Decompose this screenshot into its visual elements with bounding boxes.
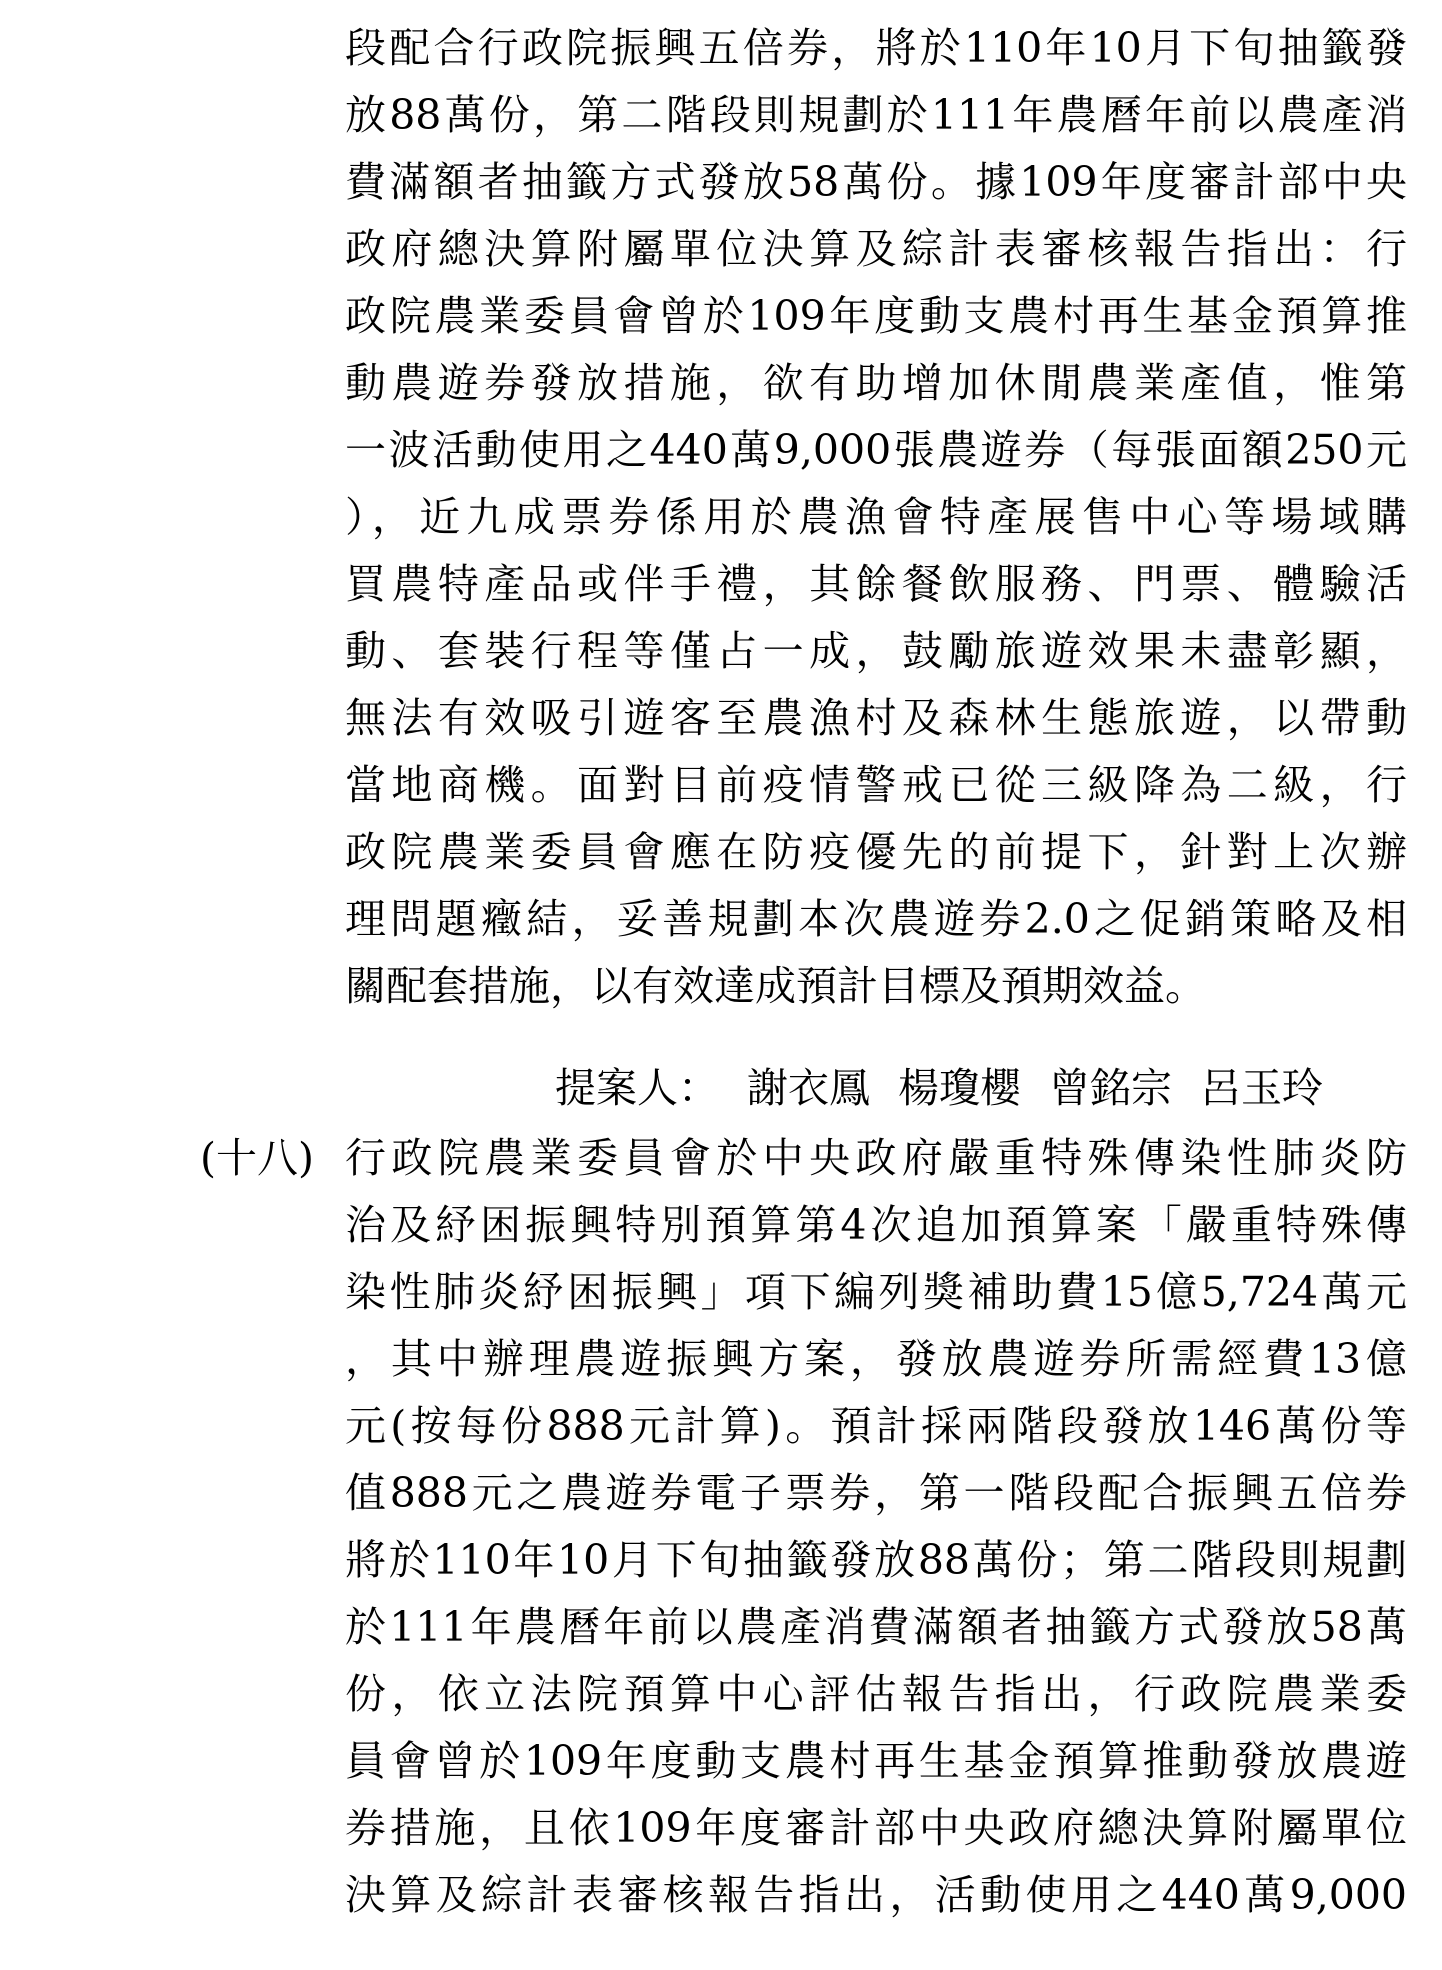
item-first-line — [200, 1125, 1407, 1191]
proposer-name: 呂玉玲 — [1200, 1064, 1323, 1112]
text-line: 動農遊券發放措施，欲有助增加休閒農業產值，惟第 — [345, 359, 1407, 407]
text-line: 買農特產品或伴手禮，其餘餐飲服務、門票、體驗活 — [345, 560, 1407, 608]
proposer-name: 謝衣鳳 — [747, 1064, 870, 1112]
text-line: 政院農業委員會應在防疫優先的前提下，針對上次辦 — [345, 828, 1407, 876]
text-line: 費滿額者抽籤方式發放58萬份。據109年度審計部中央 — [345, 158, 1407, 206]
text-line: 將於110年10月下旬抽籤發放88萬份；第二階段則規劃 — [345, 1536, 1407, 1584]
proposers-line — [555, 1055, 1407, 1121]
proposer-label: 提案人： — [555, 1064, 719, 1112]
text-line: 動、套裝行程等僅占一成，鼓勵旅遊效果未盡彰顯， — [345, 627, 1407, 675]
text-line: ，其中辦理農遊振興方案，發放農遊券所需經費13億 — [345, 1335, 1407, 1383]
text-line: 券措施，且依109年度審計部中央政府總決算附屬單位 — [345, 1804, 1407, 1852]
text-line: 關配套措施，以有效達成預計目標及預期效益。 — [345, 962, 1206, 1010]
text-line: 一波活動使用之440萬9,000張農遊券（每張面額250元 — [345, 426, 1407, 474]
text-line: 值888元之農遊券電子票券，第一階段配合振興五倍券 — [345, 1469, 1407, 1517]
text-line: 元(按每份888元計算)。預計採兩階段發放146萬份等 — [345, 1402, 1407, 1450]
text-line: 理問題癥結，妥善規劃本次農遊券2.0之促銷策略及相 — [345, 895, 1407, 943]
proposer-name: 楊瓊櫻 — [898, 1064, 1021, 1112]
item-number: (十八) — [200, 1134, 314, 1182]
text-line: 於111年農曆年前以農產消費滿額者抽籤方式發放58萬 — [345, 1603, 1407, 1651]
text-line: 無法有效吸引遊客至農漁村及森林生態旅遊，以帶動 — [345, 694, 1407, 742]
text-line: 份，依立法院預算中心評估報告指出，行政院農業委 — [345, 1670, 1407, 1718]
text-line: ），近九成票券係用於農漁會特產展售中心等場域購 — [345, 493, 1407, 541]
text-line: 段配合行政院振興五倍券，將於110年10月下旬抽籤發 — [345, 24, 1407, 72]
text-line: 行政院農業委員會於中央政府嚴重特殊傳染性肺炎防 — [345, 1134, 1407, 1182]
text-line: 染性肺炎紓困振興」項下編列獎補助費15億5,724萬元 — [345, 1268, 1407, 1316]
text-line: 決算及綜計表審核報告指出，活動使用之440萬9,000 — [345, 1871, 1407, 1919]
text-line: 政府總決算附屬單位決算及綜計表審核報告指出：行 — [345, 225, 1407, 273]
proposer-name: 曾銘宗 — [1049, 1064, 1172, 1112]
text-line: 員會曾於109年度動支農村再生基金預算推動發放農遊 — [345, 1737, 1407, 1785]
text-line: 治及紓困振興特別預算第4次追加預算案「嚴重特殊傳 — [345, 1201, 1407, 1249]
text-line: 放88萬份，第二階段則規劃於111年農曆年前以農產消 — [345, 91, 1407, 139]
text-line: 當地商機。面對目前疫情警戒已從三級降為二級，行 — [345, 761, 1407, 809]
text-line: 政院農業委員會曾於109年度動支農村再生基金預算推 — [345, 292, 1407, 340]
